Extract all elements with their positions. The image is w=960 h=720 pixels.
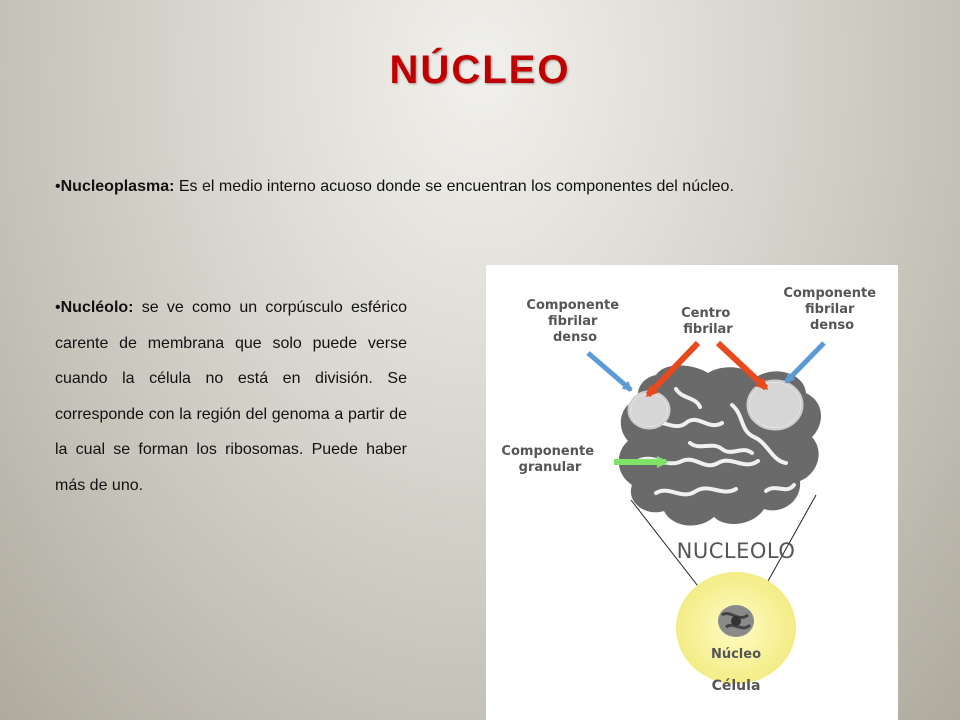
- arrow-blue-right: [786, 343, 824, 382]
- label-cfd-left: Componente fibrilar denso: [526, 298, 620, 345]
- term-nucleoplasma: Nucleoplasma:: [60, 178, 175, 195]
- label-componente-granular: Componente granular: [501, 444, 595, 475]
- nucleolus-diagram: [486, 265, 898, 720]
- bullet-marker: •: [55, 299, 61, 316]
- label-centro-fibrilar: Centro fibrilar: [681, 306, 733, 337]
- definition-nucleolo: se ve como un corpúsculo esférico carente de membrana que solo puede verse cuando la célula no está en división. Se corresponde con la región del genoma a partir de la cual se forman los ribosomas. Puede haber más de uno.: [55, 299, 407, 494]
- bullet-nucleoplasma: [55, 176, 915, 198]
- label-celula: Célula: [711, 678, 761, 694]
- term-nucleolo: Nucléolo:: [60, 299, 134, 316]
- label-cfd-right: Componente fibrilar denso: [783, 286, 877, 333]
- arrow-blue-left: [588, 353, 631, 390]
- bullet-nucleolo: [55, 290, 407, 503]
- slide-title: NÚCLEO: [389, 48, 571, 92]
- label-nucleo: Núcleo: [710, 647, 762, 662]
- bullet-marker: •: [55, 178, 61, 195]
- cell-illustration: [676, 572, 796, 684]
- definition-nucleoplasma: Es el medio interno acuoso donde se encuentran los componentes del núcleo.: [174, 178, 734, 195]
- nucleolus-shape: [619, 365, 821, 525]
- label-nucleolo: NUCLEOLO: [676, 539, 796, 563]
